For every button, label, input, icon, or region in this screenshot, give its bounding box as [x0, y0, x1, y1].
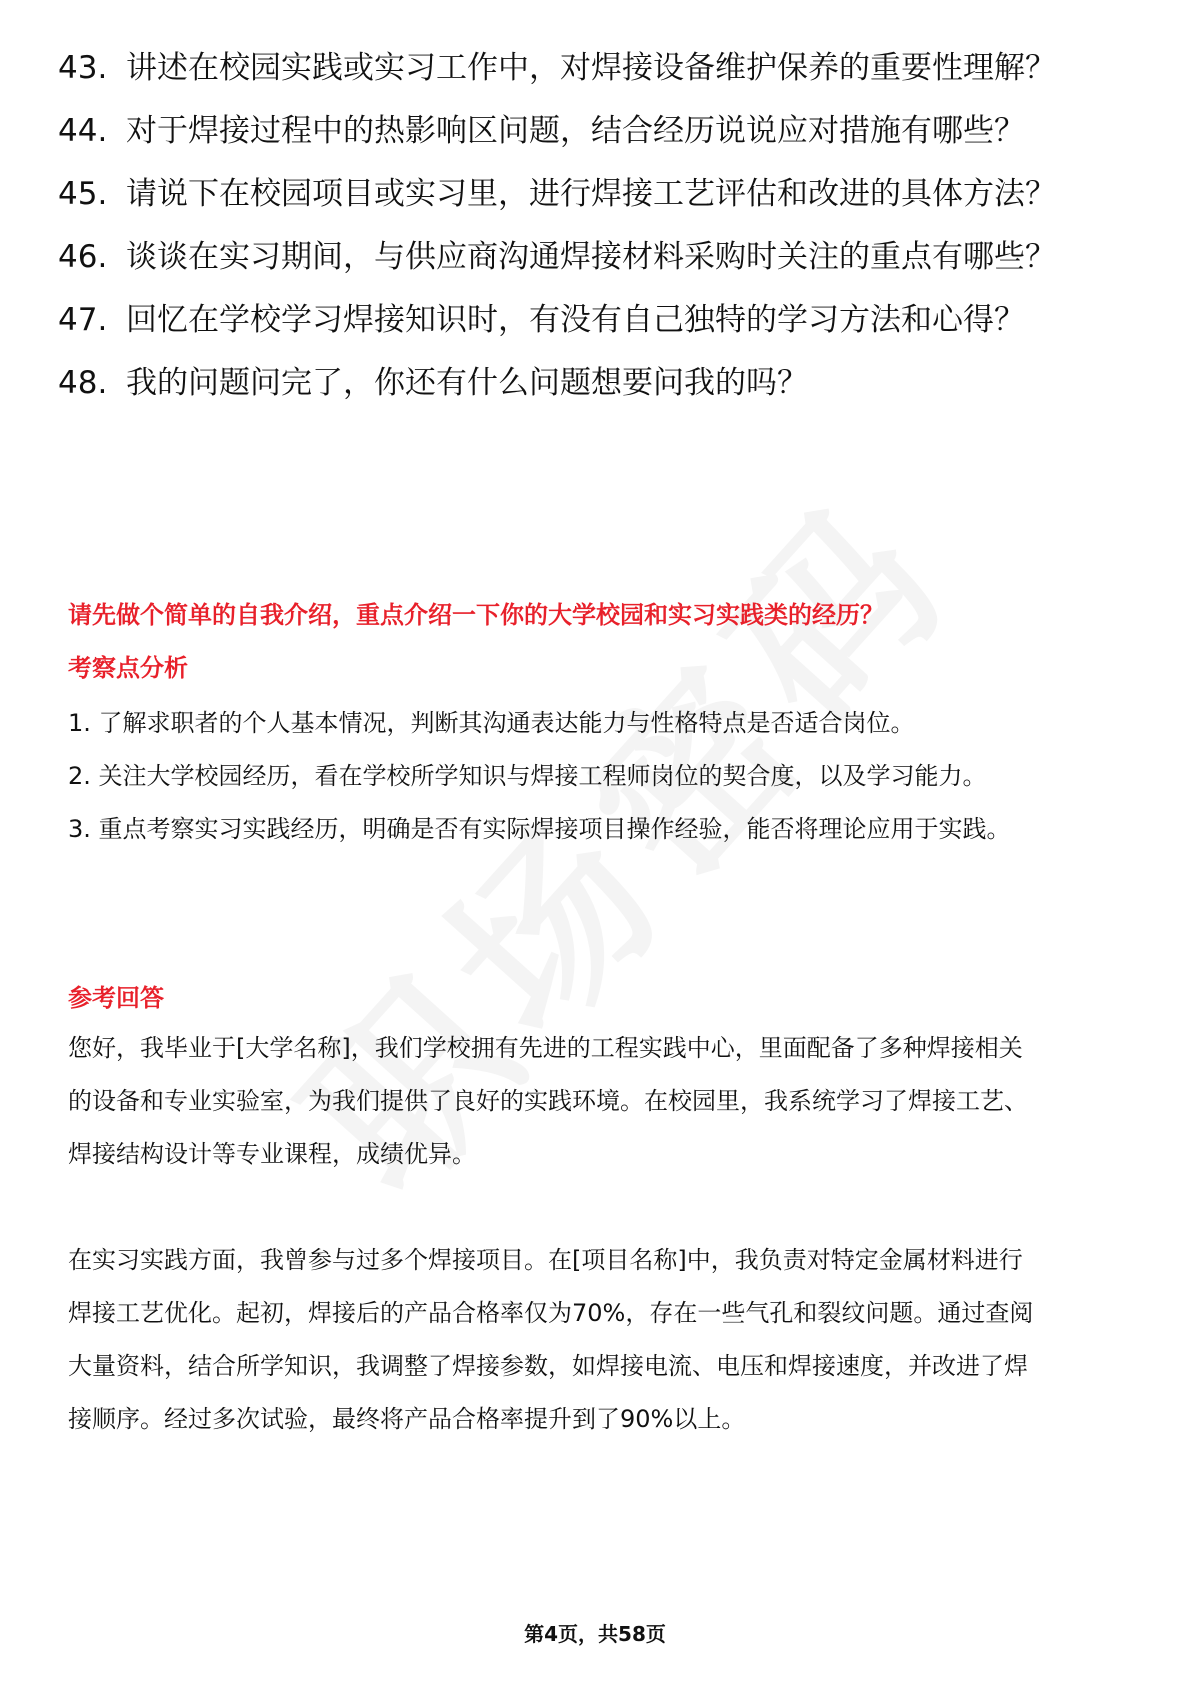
answer-paragraph: 在实习实践方面，我曾参与过多个焊接项目。在[项目名称]中，我负责对特定金属材料进行焊接工艺优化。起初，焊接后的产品合格率仅为70%，存在一些气孔和裂纹问题。通过查阅大量资料，结合所学知识，我调整了焊接参数，如焊接电流、电压和焊接速度，并改进了焊接顺序。经过多次试验，最终将产品合格率提升到了90%以上。 [68, 1246, 1034, 1433]
question-list [58, 47, 1118, 425]
question-number: 44. [58, 113, 108, 149]
analysis-points [68, 697, 1043, 856]
analysis-point: 3. 重点考察实习实践经历，明确是否有实际焊接项目操作经验，能否将理论应用于实践。 [68, 815, 1011, 843]
question-number: 47. [58, 302, 108, 338]
question-item [58, 110, 1118, 152]
question-item [58, 299, 1118, 341]
question-item [58, 47, 1118, 89]
question-text: 我的问题问完了，你还有什么问题想要问我的吗？ [126, 365, 808, 401]
answer-paragraph: 您好，我毕业于[大学名称]，我们学校拥有先进的工程实践中心，里面配备了多种焊接相关的设备和专业实验室，为我们提供了良好的实践环境。在校园里，我系统学习了焊接工艺、焊接结构设计等专业课程，成绩优异。 [68, 1034, 1028, 1168]
question-item [58, 236, 1118, 278]
analysis-point: 2. 关注大学校园经历，看在学校所学知识与焊接工程师岗位的契合度，以及学习能力。 [68, 762, 987, 790]
question-item [58, 362, 1118, 404]
question-number: 46. [58, 239, 108, 275]
question-number: 48. [58, 365, 108, 401]
question-number: 45. [58, 176, 108, 212]
question-text: 讲述在校园实践或实习工作中，对焊接设备维护保养的重要性理解？ [126, 50, 1056, 86]
analysis-point: 1. 了解求职者的个人基本情况，判断其沟通表达能力与性格特点是否适合岗位。 [68, 709, 915, 737]
reference-heading: 参考回答 [68, 984, 164, 1012]
question-text: 请说下在校园项目或实习里，进行焊接工艺评估和改进的具体方法？ [126, 176, 1056, 212]
question-text: 谈谈在实习期间，与供应商沟通焊接材料采购时关注的重点有哪些？ [126, 239, 1056, 275]
question-number: 43. [58, 50, 108, 86]
analysis-heading: 考察点分析 [68, 654, 188, 682]
question-text: 回忆在学校学习焊接知识时，有没有自己独特的学习方法和心得？ [126, 302, 1025, 338]
page-number: 第4页，共58页 [524, 1622, 666, 1646]
question-text: 对于焊接过程中的热影响区问题，结合经历说说应对措施有哪些？ [126, 113, 1025, 149]
question-item [58, 173, 1118, 215]
featured-question: 请先做个简单的自我介绍，重点介绍一下你的大学校园和实习实践类的经历？ [68, 601, 884, 629]
reference-answer [68, 1022, 1043, 1446]
